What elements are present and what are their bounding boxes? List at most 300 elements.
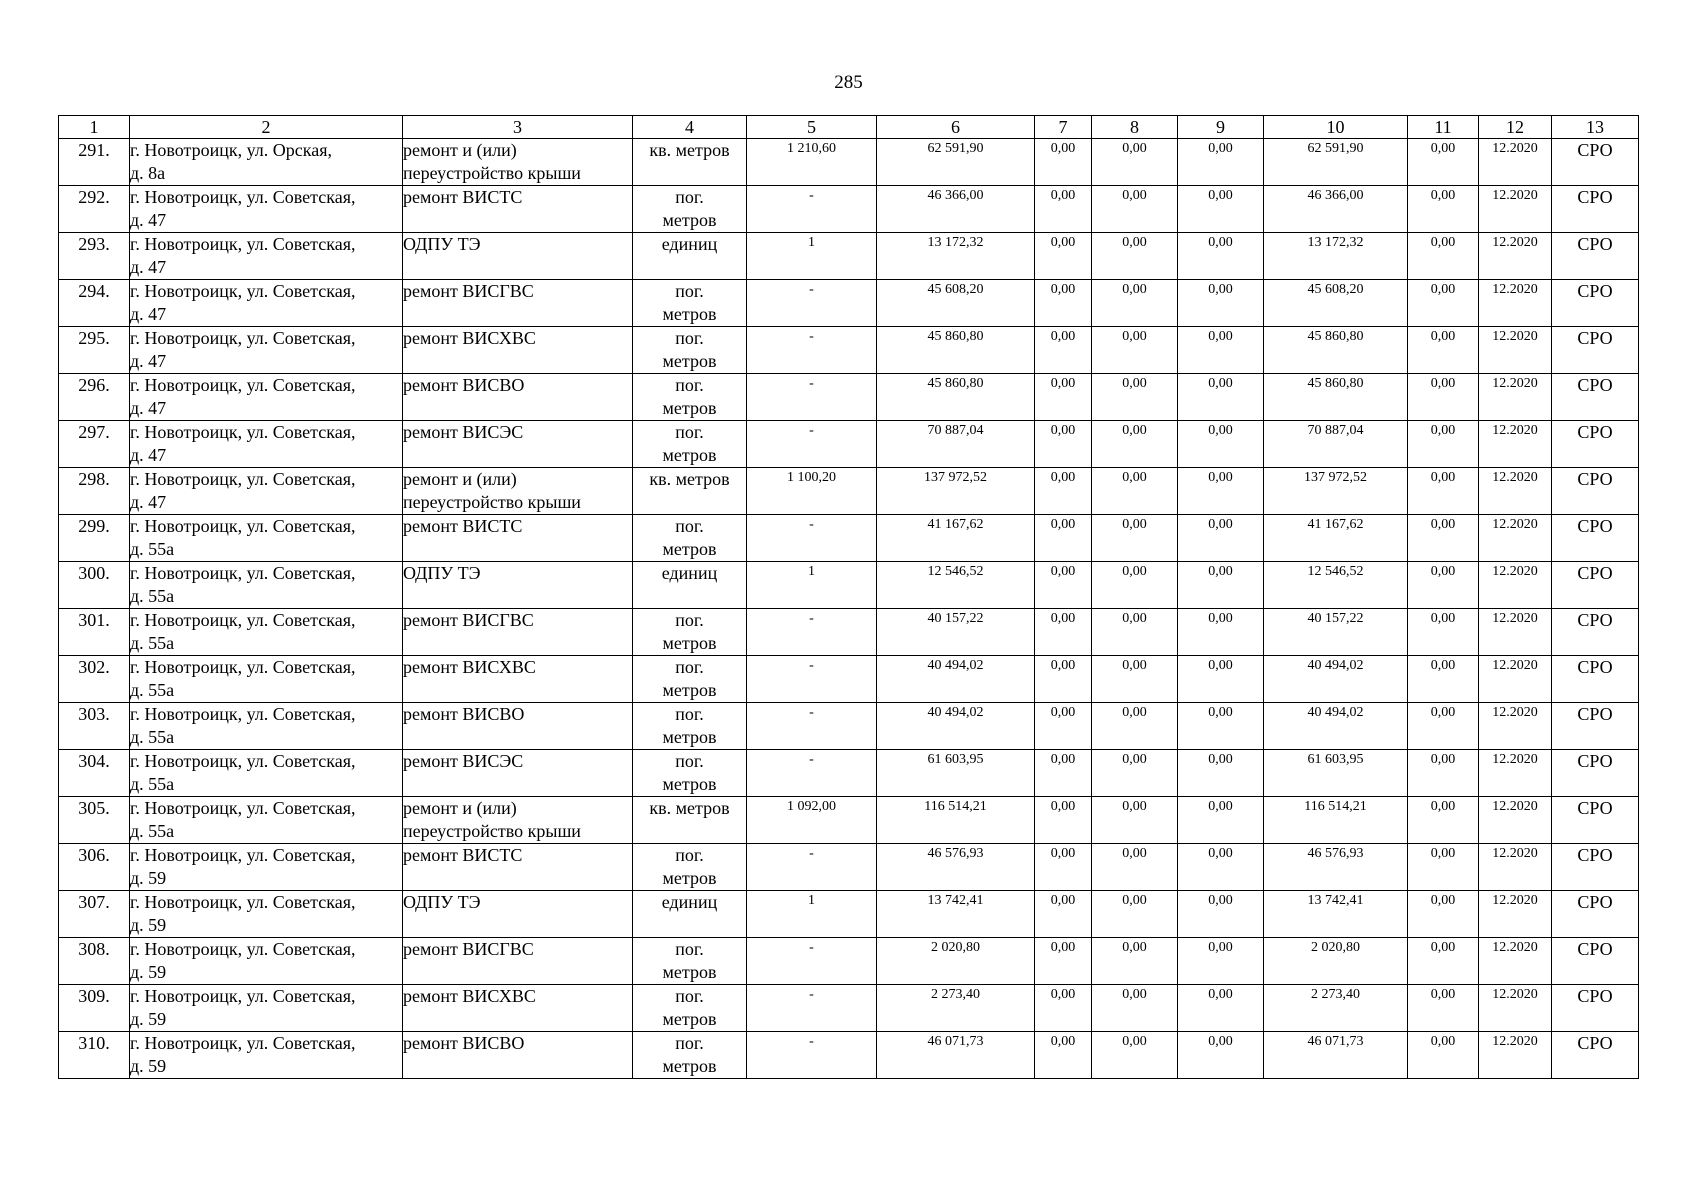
value-cell	[1408, 186, 1479, 233]
value-cell	[1178, 468, 1264, 515]
value-cell	[877, 1032, 1035, 1079]
unit-line: пог.	[675, 751, 704, 771]
value-cell	[1092, 327, 1178, 374]
value-cell	[747, 891, 877, 938]
work-type-cell	[403, 515, 633, 562]
unit-line: пог.	[675, 328, 704, 348]
method-value: СРО	[1577, 845, 1613, 865]
method-value: СРО	[1577, 986, 1613, 1006]
unit-cell	[633, 280, 747, 327]
work-type-line: ремонт ВИСТС	[403, 845, 523, 865]
value: 0,00	[1430, 423, 1456, 438]
address-cell	[130, 609, 403, 656]
value: 0,00	[1122, 846, 1147, 861]
value-cell	[1092, 891, 1178, 938]
column-header: 5	[747, 116, 877, 139]
value-cell	[1479, 938, 1552, 985]
value-cell	[1035, 1032, 1092, 1079]
work-type-line: ремонт ВИСГВС	[403, 939, 534, 959]
unit-line: пог.	[675, 187, 704, 207]
row-number: 301.	[78, 610, 110, 630]
address-line: г. Новотроицк, ул. Советская,	[130, 657, 356, 677]
address-line: д. 55а	[130, 633, 175, 653]
value: 0,00	[1430, 517, 1456, 532]
method-cell	[1552, 280, 1639, 327]
value: 46 576,93	[1307, 846, 1364, 861]
unit-cell	[633, 421, 747, 468]
address-line: д. 47	[130, 351, 167, 371]
value: 0,00	[1208, 799, 1233, 814]
value-cell	[1035, 891, 1092, 938]
table-row	[59, 844, 1639, 891]
value-cell	[1264, 139, 1408, 186]
value: -	[809, 611, 814, 626]
value: 1	[808, 564, 815, 579]
row-number-cell	[59, 985, 130, 1032]
value: 0,00	[1122, 141, 1147, 156]
value-cell	[747, 233, 877, 280]
value: 0,00	[1050, 752, 1076, 767]
method-cell	[1552, 891, 1639, 938]
value-cell	[1092, 280, 1178, 327]
column-header: 4	[633, 116, 747, 139]
value: 12.2020	[1492, 564, 1538, 579]
value: 0,00	[1430, 752, 1456, 767]
address-line: г. Новотроицк, ул. Советская,	[130, 751, 356, 771]
address-line: г. Новотроицк, ул. Советская,	[130, 563, 356, 583]
unit-line: кв. метров	[649, 140, 730, 160]
work-type-line: переустройство крыши	[403, 163, 581, 183]
row-number: 291.	[78, 140, 110, 160]
value: 116 514,21	[1304, 799, 1367, 814]
table-row	[59, 139, 1639, 186]
unit-cell	[633, 515, 747, 562]
work-type-cell	[403, 1032, 633, 1079]
value: 12.2020	[1492, 799, 1538, 814]
address-line: д. 55а	[130, 680, 175, 700]
unit-line: пог.	[675, 422, 704, 442]
address-line: г. Новотроицк, ул. Советская,	[130, 516, 356, 536]
method-value: СРО	[1577, 1033, 1613, 1053]
work-type-cell	[403, 985, 633, 1032]
row-number-cell	[59, 703, 130, 750]
unit-line: кв. метров	[649, 798, 730, 818]
address-cell	[130, 985, 403, 1032]
value: 0,00	[1208, 893, 1233, 908]
method-value: СРО	[1577, 328, 1613, 348]
column-header: 11	[1408, 116, 1479, 139]
value-cell	[1092, 844, 1178, 891]
value-cell	[1408, 985, 1479, 1032]
value: 0,00	[1430, 658, 1456, 673]
method-cell	[1552, 938, 1639, 985]
value-cell	[747, 468, 877, 515]
value: 12.2020	[1492, 329, 1538, 344]
value: 62 591,90	[927, 141, 984, 156]
unit-line: пог.	[675, 610, 704, 630]
value: -	[809, 987, 814, 1002]
value-cell	[877, 609, 1035, 656]
row-number: 298.	[78, 469, 110, 489]
row-number-cell	[59, 186, 130, 233]
address-line: г. Новотроицк, ул. Советская,	[130, 187, 356, 207]
value: 12.2020	[1492, 141, 1538, 156]
value: 1	[808, 235, 815, 250]
value: 0,00	[1430, 188, 1456, 203]
value: 70 887,04	[927, 423, 984, 438]
value: 0,00	[1050, 564, 1076, 579]
work-type-line: переустройство крыши	[403, 821, 581, 841]
value-cell	[1035, 186, 1092, 233]
table-row	[59, 468, 1639, 515]
method-value: СРО	[1577, 140, 1613, 160]
value: -	[809, 1034, 814, 1049]
value-cell	[1264, 374, 1408, 421]
address-line: г. Новотроицк, ул. Советская,	[130, 892, 356, 912]
value: 12.2020	[1492, 705, 1538, 720]
value: 45 860,80	[1307, 376, 1364, 391]
unit-line: метров	[662, 962, 717, 982]
value-cell	[1178, 656, 1264, 703]
value: 1	[808, 893, 815, 908]
work-type-cell	[403, 844, 633, 891]
row-number-cell	[59, 750, 130, 797]
unit-line: пог.	[675, 845, 704, 865]
value-cell	[1479, 280, 1552, 327]
value-cell	[747, 421, 877, 468]
address-line: г. Новотроицк, ул. Советская,	[130, 704, 356, 724]
value: 0,00	[1122, 799, 1147, 814]
value-cell	[1479, 374, 1552, 421]
address-cell	[130, 233, 403, 280]
value: 137 972,52	[1304, 470, 1367, 485]
row-number-cell	[59, 844, 130, 891]
row-number: 297.	[78, 422, 110, 442]
table-row	[59, 1032, 1639, 1079]
method-cell	[1552, 233, 1639, 280]
method-value: СРО	[1577, 939, 1613, 959]
address-line: д. 55а	[130, 539, 175, 559]
value: 40 494,02	[927, 658, 984, 673]
value-cell	[747, 327, 877, 374]
value-cell	[1035, 656, 1092, 703]
row-number: 309.	[78, 986, 110, 1006]
value-cell	[1479, 139, 1552, 186]
value-cell	[1035, 421, 1092, 468]
row-number: 294.	[78, 281, 110, 301]
value-cell	[1264, 468, 1408, 515]
value: 0,00	[1122, 282, 1147, 297]
value: -	[809, 188, 814, 203]
value: 2 273,40	[1311, 987, 1360, 1002]
value-cell	[1092, 656, 1178, 703]
value-cell	[1479, 703, 1552, 750]
unit-line: метров	[662, 774, 717, 794]
method-cell	[1552, 468, 1639, 515]
address-line: д. 47	[130, 210, 167, 230]
work-type-cell	[403, 656, 633, 703]
value-cell	[1408, 139, 1479, 186]
value: -	[809, 423, 814, 438]
value: 0,00	[1050, 658, 1076, 673]
value: 62 591,90	[1307, 141, 1364, 156]
work-type-line: ОДПУ ТЭ	[403, 892, 481, 912]
value: 0,00	[1430, 329, 1456, 344]
value: -	[809, 282, 814, 297]
unit-line: метров	[662, 445, 717, 465]
value-cell	[1035, 750, 1092, 797]
value: 0,00	[1208, 987, 1233, 1002]
row-number-cell	[59, 374, 130, 421]
table-row	[59, 938, 1639, 985]
value-cell	[1035, 562, 1092, 609]
value-cell	[1479, 562, 1552, 609]
address-line: г. Новотроицк, ул. Советская,	[130, 469, 356, 489]
value-cell	[877, 327, 1035, 374]
value-cell	[1479, 421, 1552, 468]
row-number: 306.	[78, 845, 110, 865]
address-line: г. Новотроицк, ул. Орская,	[130, 140, 333, 160]
value: 0,00	[1208, 846, 1233, 861]
value-cell	[1178, 421, 1264, 468]
value-cell	[747, 985, 877, 1032]
value: 0,00	[1050, 846, 1076, 861]
value-cell	[1035, 233, 1092, 280]
value-cell	[1408, 468, 1479, 515]
address-cell	[130, 327, 403, 374]
value: 0,00	[1430, 893, 1456, 908]
address-line: г. Новотроицк, ул. Советская,	[130, 610, 356, 630]
value: 0,00	[1122, 329, 1147, 344]
value: 12.2020	[1492, 940, 1538, 955]
value: 40 494,02	[1307, 705, 1364, 720]
value-cell	[1035, 797, 1092, 844]
address-line: д. 59	[130, 1009, 167, 1029]
value-cell	[1035, 327, 1092, 374]
value: 13 172,32	[927, 235, 984, 250]
work-type-line: ремонт ВИСГВС	[403, 610, 534, 630]
value-cell	[1264, 750, 1408, 797]
value: 12.2020	[1492, 752, 1538, 767]
value: 0,00	[1430, 470, 1456, 485]
value: 12.2020	[1492, 1034, 1538, 1049]
row-number-cell	[59, 468, 130, 515]
method-cell	[1552, 750, 1639, 797]
value: 0,00	[1430, 282, 1456, 297]
value-cell	[877, 233, 1035, 280]
value: 46 071,73	[927, 1034, 984, 1049]
table-row	[59, 609, 1639, 656]
value: 2 020,80	[931, 940, 980, 955]
unit-line: пог.	[675, 704, 704, 724]
address-cell	[130, 844, 403, 891]
work-type-cell	[403, 186, 633, 233]
row-number-cell	[59, 562, 130, 609]
value-cell	[1178, 233, 1264, 280]
value-cell	[1035, 139, 1092, 186]
value: 0,00	[1050, 188, 1076, 203]
method-value: СРО	[1577, 751, 1613, 771]
row-number-cell	[59, 280, 130, 327]
address-line: д. 55а	[130, 586, 175, 606]
value-cell	[1092, 797, 1178, 844]
work-type-line: ремонт ВИСВО	[403, 704, 525, 724]
work-type-line: ремонт ВИСГВС	[403, 281, 534, 301]
value: 0,00	[1122, 940, 1147, 955]
unit-cell	[633, 327, 747, 374]
work-type-line: ремонт ВИСЭС	[403, 422, 524, 442]
value: 41 167,62	[1307, 517, 1364, 532]
value-cell	[1264, 891, 1408, 938]
value-cell	[1178, 139, 1264, 186]
value: 12.2020	[1492, 893, 1538, 908]
value-cell	[1092, 985, 1178, 1032]
unit-line: кв. метров	[649, 469, 730, 489]
table-row	[59, 797, 1639, 844]
address-line: г. Новотроицк, ул. Советская,	[130, 1033, 356, 1053]
table-body	[59, 139, 1639, 1079]
value-cell	[1092, 750, 1178, 797]
value-cell	[1408, 750, 1479, 797]
unit-line: метров	[662, 351, 717, 371]
value: 0,00	[1122, 423, 1147, 438]
method-value: СРО	[1577, 657, 1613, 677]
value: -	[809, 329, 814, 344]
value: 0,00	[1208, 188, 1233, 203]
address-line: г. Новотроицк, ул. Советская,	[130, 375, 356, 395]
unit-cell	[633, 139, 747, 186]
value-cell	[1178, 515, 1264, 562]
work-type-line: ОДПУ ТЭ	[403, 234, 481, 254]
value-cell	[1092, 139, 1178, 186]
address-cell	[130, 515, 403, 562]
method-cell	[1552, 797, 1639, 844]
method-value: СРО	[1577, 422, 1613, 442]
value-cell	[1178, 280, 1264, 327]
unit-cell	[633, 891, 747, 938]
method-cell	[1552, 609, 1639, 656]
column-header: 13	[1552, 116, 1639, 139]
unit-line: метров	[662, 1009, 717, 1029]
value-cell	[877, 703, 1035, 750]
unit-cell	[633, 186, 747, 233]
method-value: СРО	[1577, 375, 1613, 395]
value-cell	[1264, 844, 1408, 891]
value-cell	[1264, 327, 1408, 374]
value: 12.2020	[1492, 517, 1538, 532]
address-cell	[130, 280, 403, 327]
value-cell	[877, 797, 1035, 844]
value: 0,00	[1430, 799, 1456, 814]
row-number-cell	[59, 656, 130, 703]
value: 0,00	[1122, 517, 1147, 532]
work-type-cell	[403, 139, 633, 186]
value-cell	[1035, 468, 1092, 515]
row-number: 310.	[78, 1033, 110, 1053]
row-number: 307.	[78, 892, 110, 912]
value-cell	[747, 515, 877, 562]
value-cell	[1479, 656, 1552, 703]
value-cell	[1092, 515, 1178, 562]
value-cell	[877, 844, 1035, 891]
work-type-line: переустройство крыши	[403, 492, 581, 512]
value-cell	[1479, 515, 1552, 562]
value-cell	[1178, 1032, 1264, 1079]
address-line: д. 59	[130, 868, 167, 888]
address-cell	[130, 938, 403, 985]
address-line: д. 59	[130, 915, 167, 935]
value: -	[809, 658, 814, 673]
value: 0,00	[1122, 564, 1147, 579]
value: 0,00	[1208, 423, 1233, 438]
value-cell	[1035, 374, 1092, 421]
table-row	[59, 374, 1639, 421]
unit-cell	[633, 374, 747, 421]
value-cell	[1264, 562, 1408, 609]
table-row	[59, 327, 1639, 374]
value-cell	[1035, 703, 1092, 750]
value-cell	[747, 1032, 877, 1079]
value: 46 071,73	[1307, 1034, 1364, 1049]
row-number: 303.	[78, 704, 110, 724]
value-cell	[1264, 233, 1408, 280]
value: -	[809, 376, 814, 391]
address-line: д. 47	[130, 398, 167, 418]
address-cell	[130, 891, 403, 938]
value-cell	[1035, 609, 1092, 656]
method-cell	[1552, 1032, 1639, 1079]
value-cell	[877, 139, 1035, 186]
work-type-line: ремонт ВИСХВС	[403, 657, 536, 677]
method-cell	[1552, 562, 1639, 609]
value: 0,00	[1050, 799, 1076, 814]
value-cell	[1264, 186, 1408, 233]
value: 0,00	[1050, 940, 1076, 955]
value-cell	[1178, 327, 1264, 374]
row-number: 302.	[78, 657, 110, 677]
value: 0,00	[1430, 141, 1456, 156]
value: 0,00	[1050, 376, 1076, 391]
value: 0,00	[1430, 705, 1456, 720]
value-cell	[1479, 891, 1552, 938]
value: 45 860,80	[1307, 329, 1364, 344]
address-line: д. 59	[130, 1056, 167, 1076]
value-cell	[877, 985, 1035, 1032]
value: 0,00	[1208, 329, 1233, 344]
method-value: СРО	[1577, 704, 1613, 724]
value-cell	[1408, 374, 1479, 421]
value: -	[809, 846, 814, 861]
method-cell	[1552, 844, 1639, 891]
address-line: д. 55а	[130, 727, 175, 747]
unit-cell	[633, 656, 747, 703]
value-cell	[1479, 844, 1552, 891]
work-type-cell	[403, 609, 633, 656]
work-type-cell	[403, 280, 633, 327]
row-number: 308.	[78, 939, 110, 959]
value-cell	[877, 891, 1035, 938]
value: 13 172,32	[1307, 235, 1364, 250]
address-line: г. Новотроицк, ул. Советская,	[130, 845, 356, 865]
value: 0,00	[1208, 282, 1233, 297]
unit-line: единиц	[661, 563, 718, 583]
value-cell	[1479, 609, 1552, 656]
value-cell	[747, 844, 877, 891]
value: 0,00	[1122, 893, 1147, 908]
unit-line: метров	[662, 210, 717, 230]
value-cell	[747, 562, 877, 609]
value-cell	[1035, 844, 1092, 891]
